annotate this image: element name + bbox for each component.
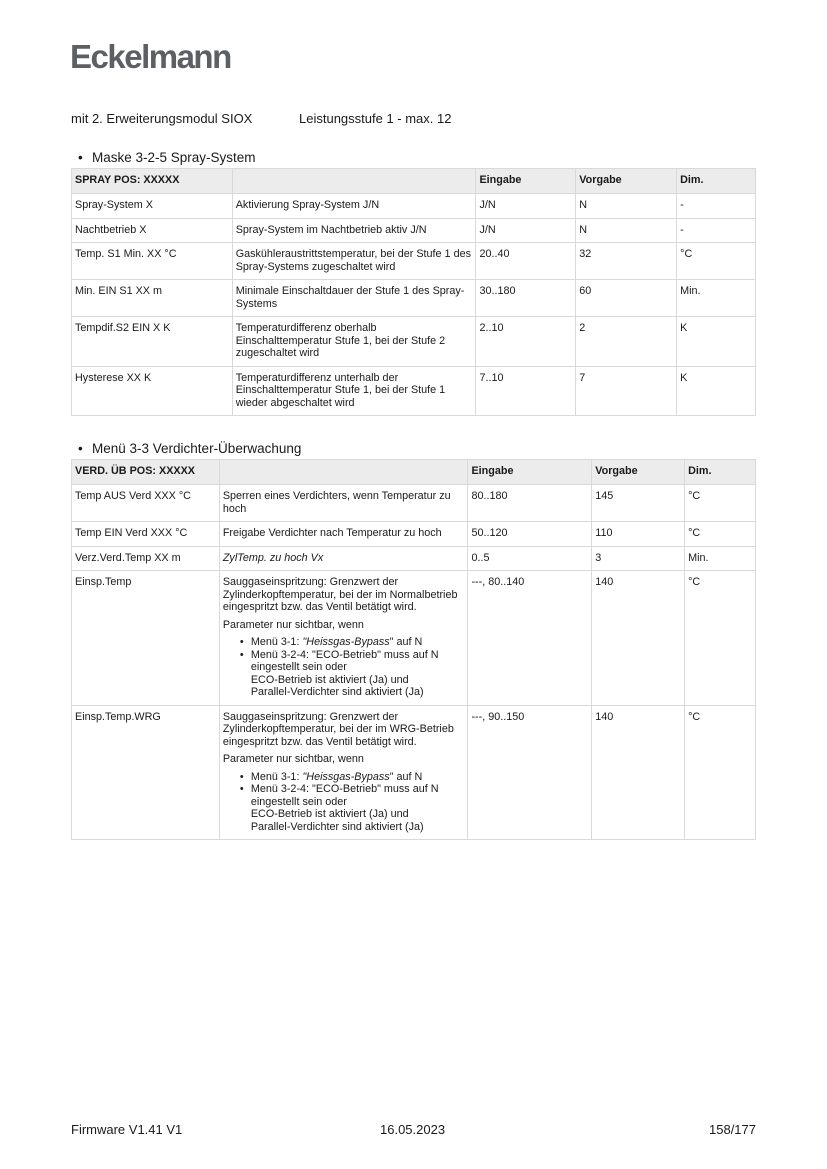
param-description: Temperaturdifferenz oberhalb Einschalttemperatur Stufe 1, bei der Stufe 2 zugeschaltet wird bbox=[232, 317, 476, 367]
bullet: • bbox=[78, 150, 83, 165]
param-description bbox=[219, 571, 468, 706]
table-row bbox=[72, 546, 756, 571]
column-header bbox=[232, 169, 476, 194]
column-header: Dim. bbox=[685, 460, 756, 485]
param-input: 0..5 bbox=[468, 546, 592, 571]
param-input: 20..40 bbox=[476, 243, 576, 280]
param-default: 32 bbox=[576, 243, 677, 280]
table-header-row bbox=[72, 169, 756, 194]
param-name: Temp. S1 Min. XX °C bbox=[72, 243, 233, 280]
column-header: Vorgabe bbox=[592, 460, 685, 485]
condition-continuation: ECO-Betrieb ist aktiviert (Ja) und bbox=[250, 673, 409, 686]
param-dim: - bbox=[677, 194, 756, 219]
param-input: ---, 90..150 bbox=[468, 705, 592, 840]
param-default: 7 bbox=[576, 366, 677, 416]
param-description: Temperaturdifferenz unterhalb der Einschalttemperatur Stufe 1, bei der Stufe 1 wieder abgeschaltet wird bbox=[232, 366, 476, 416]
column-header: Eingabe bbox=[476, 169, 576, 194]
column-header: Eingabe bbox=[468, 460, 592, 485]
param-dim: °C bbox=[677, 243, 756, 280]
column-header: Dim. bbox=[677, 169, 756, 194]
page-subtitle bbox=[71, 111, 452, 126]
column-header: Vorgabe bbox=[576, 169, 677, 194]
description-text: Sauggaseinspritzung: Grenzwert der Zylinderkopftemperatur, bei der im Normalbetrieb eingespritzt bzw. das Ventil betätigt wird. bbox=[222, 576, 458, 613]
param-input: 80..180 bbox=[468, 485, 592, 522]
condition-list bbox=[223, 636, 465, 674]
condition-continuation: ECO-Betrieb ist aktiviert (Ja) und bbox=[250, 808, 409, 820]
table-row bbox=[72, 705, 756, 840]
column-header: VERD. ÜB POS: XXXXX bbox=[72, 460, 220, 485]
condition-item: • Menü 3-1: "Heissgas-Bypass" auf N bbox=[251, 636, 465, 649]
param-description bbox=[219, 705, 468, 840]
table-row bbox=[72, 522, 756, 547]
param-description: Sperren eines Verdichters, wenn Temperatur zu hoch bbox=[219, 485, 468, 522]
condition-continuation: Parallel-Verdichter sind aktiviert (Ja) bbox=[250, 686, 424, 698]
param-name: Min. EIN S1 XX m bbox=[72, 280, 233, 317]
param-name: Temp AUS Verd XXX °C bbox=[72, 485, 220, 522]
eckelmann-logo: Eckelmann bbox=[70, 38, 231, 75]
param-name: Nachtbetrieb X bbox=[72, 218, 233, 243]
param-description: Freigabe Verdichter nach Temperatur zu hoch bbox=[219, 522, 468, 547]
table-row bbox=[72, 366, 756, 416]
table-row bbox=[72, 243, 756, 280]
param-default: 140 bbox=[592, 705, 685, 840]
param-name: Hysterese XX K bbox=[72, 366, 233, 416]
param-default: 110 bbox=[592, 522, 685, 547]
section-title-spray bbox=[78, 150, 256, 165]
column-header bbox=[219, 460, 468, 485]
param-input: J/N bbox=[476, 194, 576, 219]
verdichter-table bbox=[71, 459, 756, 840]
table-row bbox=[72, 571, 756, 706]
param-input: J/N bbox=[476, 218, 576, 243]
column-header: SPRAY POS: XXXXX bbox=[72, 169, 233, 194]
param-default: 3 bbox=[592, 546, 685, 571]
table-row bbox=[72, 218, 756, 243]
param-default: 145 bbox=[592, 485, 685, 522]
param-name: Spray-System X bbox=[72, 194, 233, 219]
table-row bbox=[72, 485, 756, 522]
param-input: 50..120 bbox=[468, 522, 592, 547]
footer-firmware: Firmware V1.41 V1 bbox=[71, 1122, 183, 1137]
description-text: Sauggaseinspritzung: Grenzwert der Zylinderkopftemperatur, bei der im WRG-Betrieb eingespritzt bzw. das Ventil betätigt wird. bbox=[222, 710, 454, 748]
param-name: Verz.Verd.Temp XX m bbox=[72, 546, 220, 571]
param-dim: Min. bbox=[685, 546, 756, 571]
param-default: 140 bbox=[592, 571, 685, 706]
param-description: Aktivierung Spray-System J/N bbox=[232, 194, 476, 219]
param-input: 7..10 bbox=[476, 366, 576, 416]
param-default: N bbox=[576, 218, 677, 243]
section-title-verdichter bbox=[78, 441, 301, 456]
param-dim: Min. bbox=[677, 280, 756, 317]
param-default: 2 bbox=[576, 317, 677, 367]
footer-date: 16.05.2023 bbox=[380, 1122, 446, 1137]
param-dim: °C bbox=[685, 522, 756, 547]
condition-item: • Menü 3-2-4: "ECO-Betrieb" muss auf N eingestellt sein oder bbox=[251, 783, 465, 808]
param-name: Tempdif.S2 EIN X K bbox=[72, 317, 233, 367]
param-name: Einsp.Temp bbox=[72, 571, 220, 706]
subtitle-module: mit 2. Erweiterungsmodul SIOX bbox=[71, 111, 253, 126]
param-dim: K bbox=[677, 366, 756, 416]
section-title-text: Menü 3-3 Verdichter-Überwachung bbox=[92, 441, 302, 456]
param-dim: °C bbox=[685, 485, 756, 522]
condition-item: • Menü 3-1: "Heissgas-Bypass" auf N bbox=[251, 771, 465, 784]
param-default: N bbox=[576, 194, 677, 219]
condition-continuation: Parallel-Verdichter sind aktiviert (Ja) bbox=[250, 820, 424, 833]
param-dim: °C bbox=[685, 571, 756, 706]
param-input: 2..10 bbox=[476, 317, 576, 367]
condition-item: • Menü 3-2-4: "ECO-Betrieb" muss auf N eingestellt sein oder bbox=[251, 649, 465, 674]
section-title-text: Maske 3-2-5 Spray-System bbox=[92, 150, 256, 165]
param-input: 30..180 bbox=[476, 280, 576, 317]
footer-page-number: 158/177 bbox=[709, 1122, 756, 1137]
param-default: 60 bbox=[576, 280, 677, 317]
param-dim: °C bbox=[685, 705, 756, 840]
spray-system-table bbox=[71, 168, 756, 416]
param-description: ZylTemp. zu hoch Vx bbox=[219, 546, 468, 571]
condition-text: Parameter nur sichtbar, wenn bbox=[222, 753, 364, 765]
condition-list bbox=[223, 771, 465, 809]
condition-text: Parameter nur sichtbar, wenn bbox=[222, 618, 364, 631]
param-description: Minimale Einschaltdauer der Stufe 1 des Spray-Systems bbox=[232, 280, 476, 317]
table-header-row bbox=[72, 460, 756, 485]
param-dim: K bbox=[677, 317, 756, 367]
param-description: Gaskühleraustrittstemperatur, bei der Stufe 1 des Spray-Systems zugeschaltet wird bbox=[232, 243, 476, 280]
table-row bbox=[72, 317, 756, 367]
param-name: Einsp.Temp.WRG bbox=[72, 705, 220, 840]
param-input: ---, 80..140 bbox=[468, 571, 592, 706]
param-dim: - bbox=[677, 218, 756, 243]
subtitle-level: Leistungsstufe 1 - max. 12 bbox=[299, 111, 452, 126]
bullet: • bbox=[78, 441, 83, 456]
table-row bbox=[72, 280, 756, 317]
param-description: Spray-System im Nachtbetrieb aktiv J/N bbox=[232, 218, 476, 243]
table-row bbox=[72, 194, 756, 219]
param-name: Temp EIN Verd XXX °C bbox=[72, 522, 220, 547]
